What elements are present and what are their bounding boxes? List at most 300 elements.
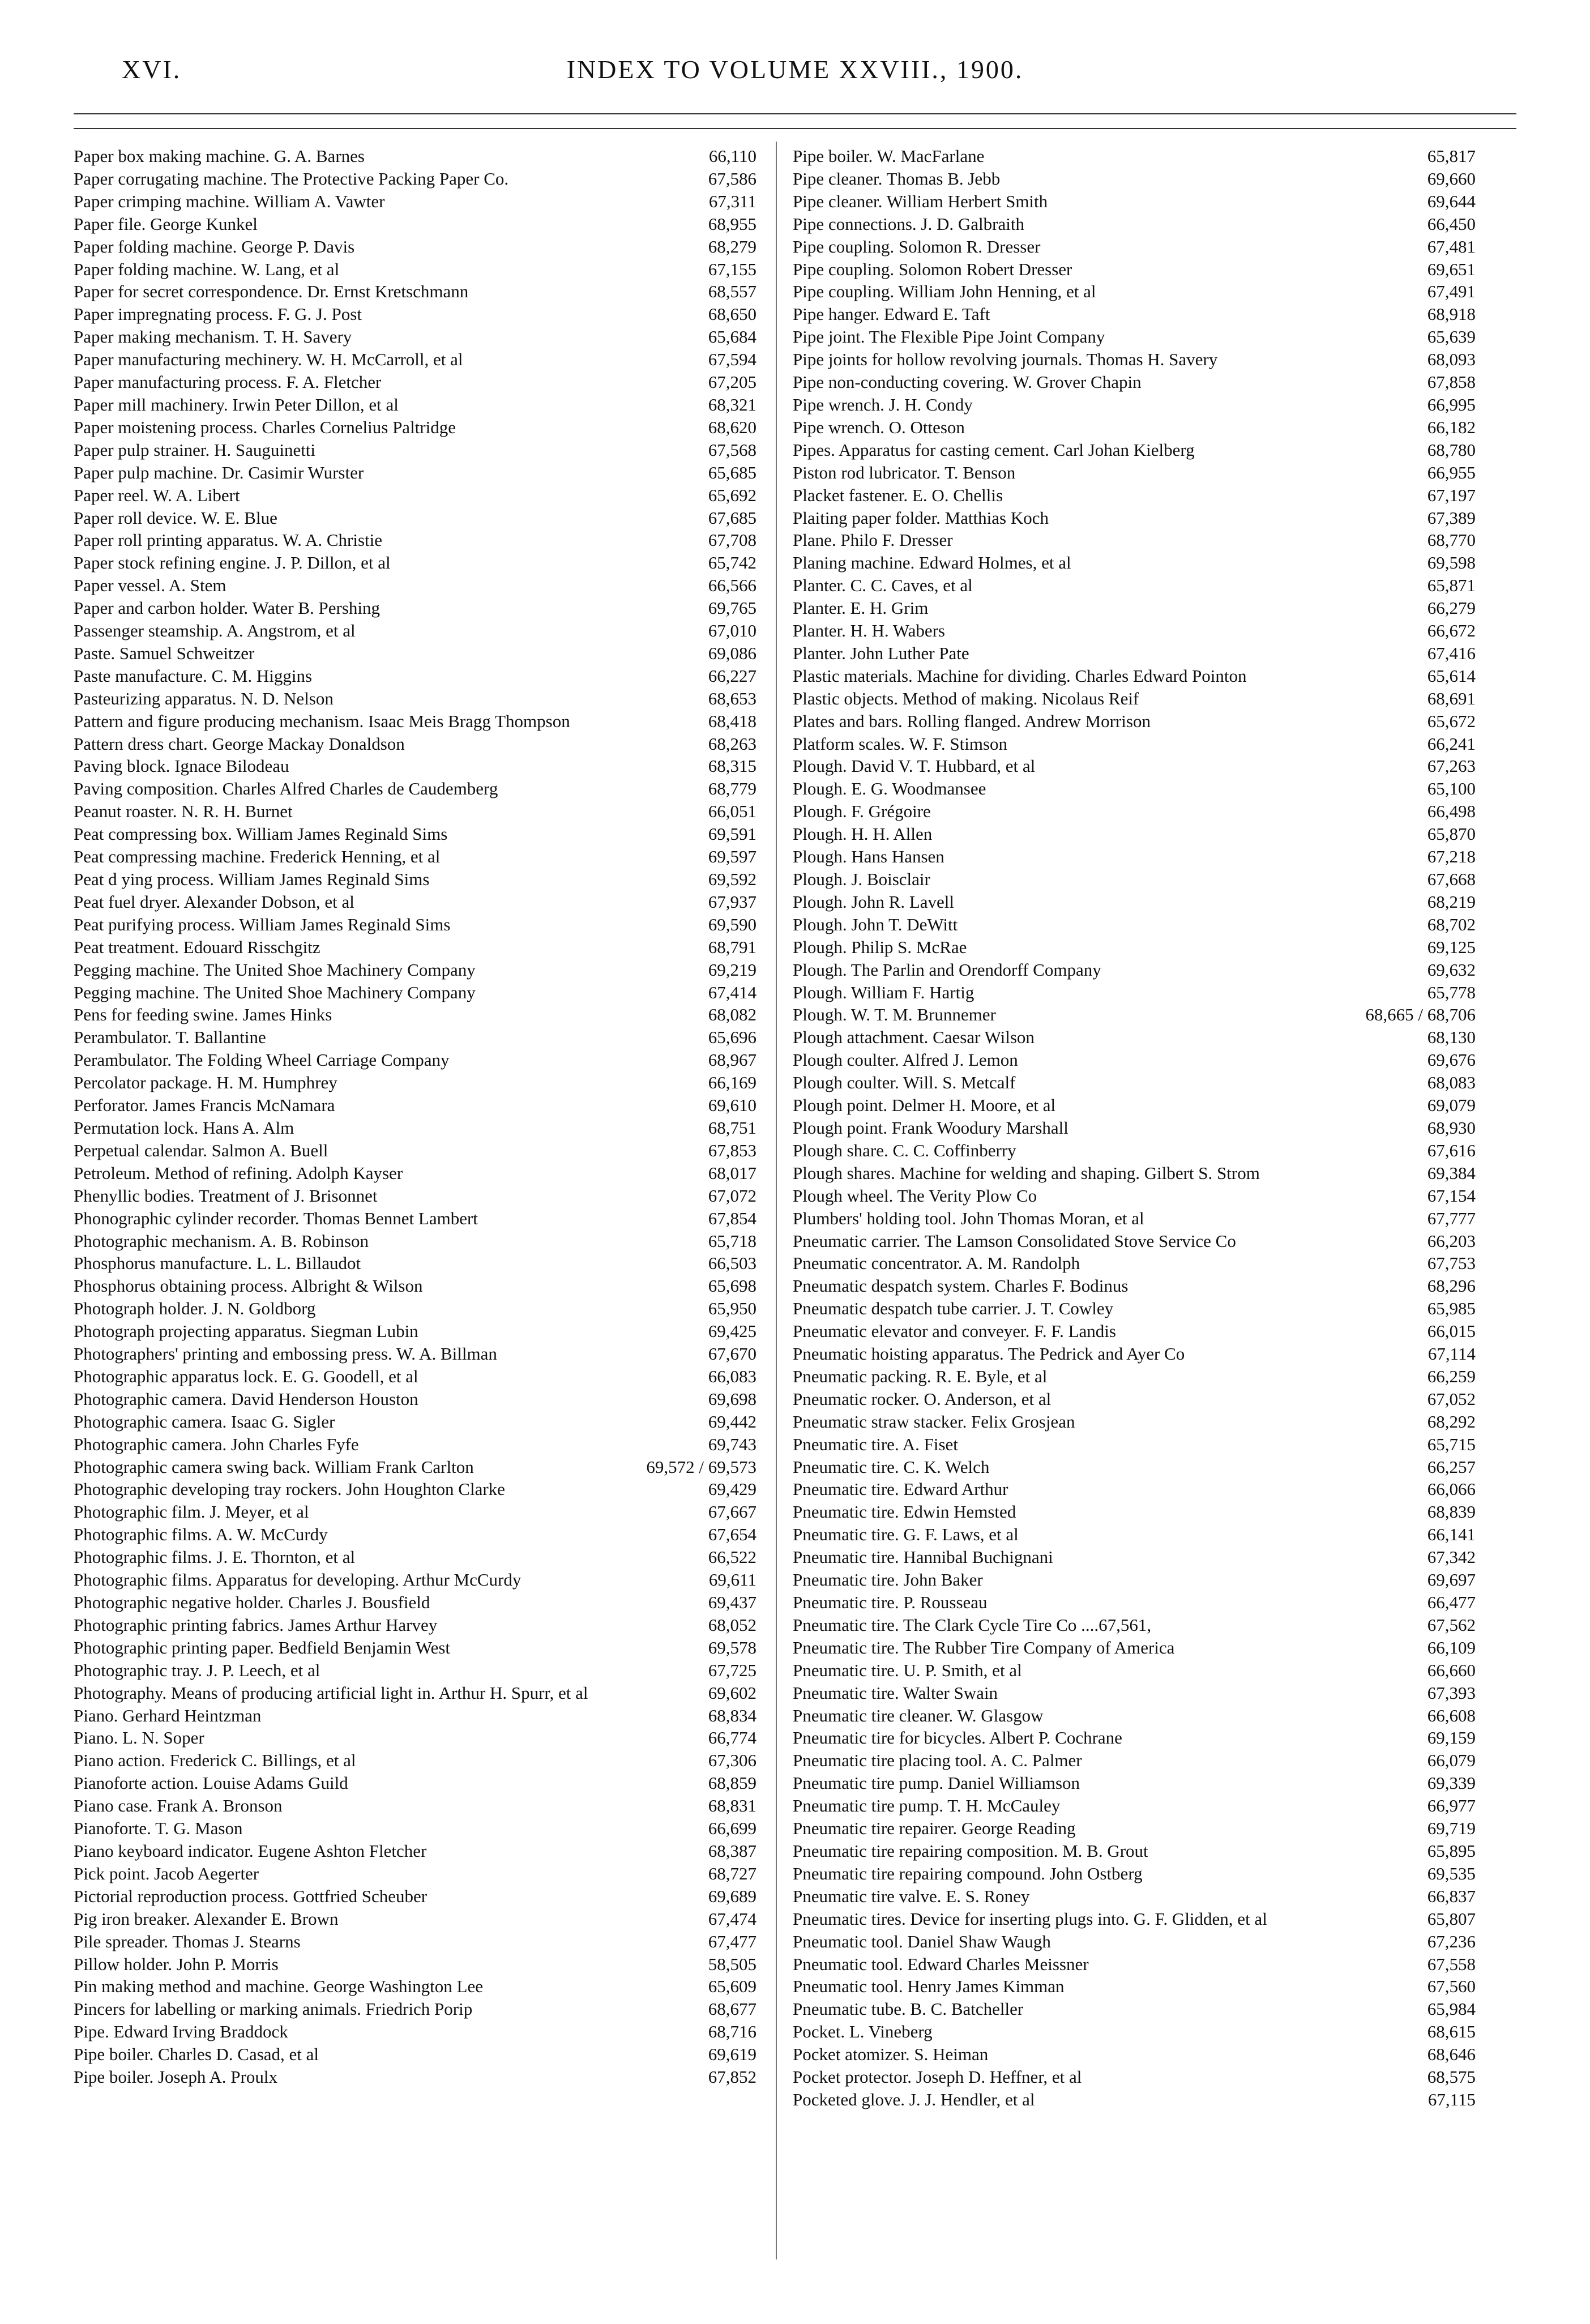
patent-number: 66,660 xyxy=(1427,1660,1476,1680)
entry-text: Planter. C. C. Caves, et al xyxy=(793,575,973,596)
patent-number: 68,387 xyxy=(708,1840,756,1861)
index-entry xyxy=(74,1546,756,1569)
index-entry xyxy=(793,1908,1476,1930)
patent-number: 67,311 xyxy=(708,191,756,211)
patent-number: 69,572 / 69,573 xyxy=(646,1456,756,1477)
index-entry xyxy=(74,507,756,529)
entry-text: Photographic negative holder. Charles J. Bousfield xyxy=(74,1592,430,1612)
index-entry xyxy=(793,236,1476,258)
entry-text: Pipe joints for hollow revolving journals. Thomas H. Savery xyxy=(793,349,1218,370)
patent-number: 68,296 xyxy=(1427,1276,1476,1296)
patent-number: 66,259 xyxy=(1427,1366,1476,1386)
entry-text: Pneumatic tire. Edward Arthur xyxy=(793,1479,1008,1500)
index-entry xyxy=(793,1411,1476,1433)
patent-number: 68,575 xyxy=(1427,2067,1476,2087)
entry-text: Paper box making machine. G. A. Barnes xyxy=(74,146,365,166)
entry-text: Piano. L. N. Soper xyxy=(74,1728,204,1748)
index-entry xyxy=(74,1975,756,1998)
entry-text: Pocket atomizer. S. Heiman xyxy=(793,2044,989,2065)
index-entry xyxy=(74,145,756,168)
index-entry xyxy=(74,303,756,326)
patent-number: 69,425 xyxy=(708,1321,756,1342)
patent-number: 68,967 xyxy=(708,1050,756,1070)
patent-number: 69,384 xyxy=(1427,1163,1476,1183)
patent-number: 69,660 xyxy=(1427,168,1476,189)
entry-text: Phosphorus manufacture. L. L. Billaudot xyxy=(74,1253,361,1274)
entry-text: Plough. H. H. Allen xyxy=(793,824,933,844)
entry-text: Paste. Samuel Schweitzer xyxy=(74,643,255,663)
index-entry xyxy=(74,1682,756,1704)
patent-number: 68,292 xyxy=(1427,1411,1476,1432)
entry-text: Photographic film. J. Meyer, et al xyxy=(74,1502,309,1522)
entry-text: Pincers for labelling or marking animals. Friedrich Porip xyxy=(74,1999,473,2019)
entry-text: Photographic printing fabrics. James Arthur Harvey xyxy=(74,1614,438,1635)
entry-text: Paper pulp strainer. H. Sauguinetti xyxy=(74,439,316,460)
patent-number: 66,699 xyxy=(708,1818,756,1839)
index-entry xyxy=(74,823,756,845)
index-entry xyxy=(74,1659,756,1682)
entry-text: Plough. The Parlin and Orendorff Company xyxy=(793,959,1101,980)
index-entry xyxy=(793,800,1476,823)
index-entry xyxy=(793,1840,1476,1862)
entry-text: Pneumatic tool. Daniel Shaw Waugh xyxy=(793,1931,1051,1951)
index-entry xyxy=(74,326,756,348)
index-entry xyxy=(74,642,756,665)
index-entry xyxy=(793,1885,1476,1908)
index-entry xyxy=(793,1704,1476,1727)
patent-number: 65,718 xyxy=(708,1231,756,1251)
entry-text: Perforator. James Francis McNamara xyxy=(74,1095,335,1116)
index-entry xyxy=(793,1569,1476,1591)
patent-number: 69,743 xyxy=(708,1434,756,1454)
patent-number: 68,677 xyxy=(708,1999,756,2019)
index-entry xyxy=(74,981,756,1004)
patent-number: 69,590 xyxy=(708,914,756,934)
index-entry xyxy=(74,1139,756,1162)
patent-number: 67,010 xyxy=(708,621,756,641)
entry-text: Planter. E. H. Grim xyxy=(793,598,929,618)
index-entry xyxy=(793,1252,1476,1275)
patent-number: 67,491 xyxy=(1427,281,1476,302)
entry-text: Pig iron breaker. Alexander E. Brown xyxy=(74,1908,339,1929)
entry-text: Planter. H. H. Wabers xyxy=(793,621,945,641)
patent-number: 68,955 xyxy=(708,213,756,234)
entry-text: Pneumatic tire. A. Fiset xyxy=(793,1434,958,1454)
patent-number: 69,219 xyxy=(708,959,756,980)
patent-number: 66,477 xyxy=(1427,1592,1476,1612)
index-entry xyxy=(74,755,756,777)
entry-text: Perpetual calendar. Salmon A. Buell xyxy=(74,1140,328,1160)
entry-text: Plough point. Frank Woodury Marshall xyxy=(793,1117,1068,1138)
index-entry xyxy=(793,1795,1476,1817)
entry-text: Pocketed glove. J. J. Hendler, et al xyxy=(793,2089,1035,2109)
patent-number: 69,676 xyxy=(1427,1050,1476,1070)
patent-number: 67,586 xyxy=(708,168,756,189)
index-entry xyxy=(793,371,1476,394)
entry-text: Paper stock refining engine. J. P. Dillon, et al xyxy=(74,553,391,573)
entry-text: Paper manufacturing mechinery. W. H. McCarroll, et al xyxy=(74,349,463,370)
entry-text: Photographic tray. J. P. Leech, et al xyxy=(74,1660,320,1680)
entry-text: Pipe joint. The Flexible Pipe Joint Company xyxy=(793,327,1105,347)
patent-number: 66,995 xyxy=(1427,394,1476,415)
entry-text: Pneumatic elevator and conveyer. F. F. Landis xyxy=(793,1321,1116,1342)
entry-text: Peat treatment. Edouard Risschgitz xyxy=(74,937,320,957)
index-entry xyxy=(74,462,756,484)
index-entry xyxy=(793,258,1476,281)
patent-number: 68,918 xyxy=(1427,304,1476,324)
patent-number: 67,114 xyxy=(1427,1344,1476,1364)
patent-number: 69,578 xyxy=(708,1637,756,1657)
patent-number: 68,093 xyxy=(1427,349,1476,370)
patent-number: 65,742 xyxy=(708,553,756,573)
patent-number: 69,610 xyxy=(708,1095,756,1116)
patent-number: 66,015 xyxy=(1427,1321,1476,1342)
header-rule-bottom xyxy=(74,128,1516,129)
entry-text: Pens for feeding swine. James Hinks xyxy=(74,1005,332,1025)
entry-text: Plough. David V. T. Hubbard, et al xyxy=(793,756,1036,776)
index-entry xyxy=(74,1433,756,1456)
entry-text: Paper file. George Kunkel xyxy=(74,213,258,234)
patent-number: 68,839 xyxy=(1427,1502,1476,1522)
patent-number: 67,562 xyxy=(1427,1614,1476,1635)
index-entry xyxy=(793,1523,1476,1546)
index-entry xyxy=(74,1817,756,1840)
entry-text: Pianoforte action. Louise Adams Guild xyxy=(74,1773,348,1793)
patent-number: 65,696 xyxy=(708,1027,756,1048)
entry-text: Permutation lock. Hans A. Alm xyxy=(74,1117,294,1138)
entry-text: Paving composition. Charles Alfred Charles de Caudemberg xyxy=(74,779,498,799)
entry-text: Pneumatic tool. Henry James Kimman xyxy=(793,1976,1065,1997)
entry-text: Pneumatic tire valve. E. S. Roney xyxy=(793,1886,1030,1906)
index-entry xyxy=(793,439,1476,462)
entry-text: Plough coulter. Will. S. Metcalf xyxy=(793,1073,1016,1093)
entry-text: Photograph holder. J. N. Goldborg xyxy=(74,1298,316,1319)
patent-number: 65,685 xyxy=(708,462,756,482)
entry-text: Plough point. Delmer H. Moore, et al xyxy=(793,1095,1056,1116)
entry-text: Pneumatic tire. The Rubber Tire Company of America xyxy=(793,1637,1175,1657)
patent-number: 68,780 xyxy=(1427,439,1476,460)
index-entry xyxy=(74,1365,756,1388)
entry-text: Pile spreader. Thomas J. Stearns xyxy=(74,1931,301,1951)
index-entry xyxy=(793,1772,1476,1795)
index-entry xyxy=(793,2043,1476,2066)
index-entry xyxy=(74,1840,756,1862)
index-entry xyxy=(793,1094,1476,1117)
index-entry xyxy=(74,868,756,891)
index-entry xyxy=(793,981,1476,1004)
index-entry xyxy=(74,236,756,258)
entry-text: Pegging machine. The United Shoe Machinery Company xyxy=(74,959,476,980)
entry-text: Pipe wrench. O. Otteson xyxy=(793,417,965,437)
index-entry xyxy=(793,1185,1476,1207)
entry-text: Paper for secret correspondence. Dr. Ernst Kretschmann xyxy=(74,281,469,302)
entry-text: Photographic camera swing back. William Frank Carlton xyxy=(74,1456,474,1477)
index-entry xyxy=(74,1094,756,1117)
entry-text: Paper impregnating process. F. G. J. Post xyxy=(74,304,362,324)
entry-text: Paper vessel. A. Stem xyxy=(74,575,226,596)
entry-text: Pick point. Jacob Aegerter xyxy=(74,1863,259,1883)
entry-text: Paper roll printing apparatus. W. A. Christie xyxy=(74,530,383,550)
entry-text: Piano action. Frederick C. Billings, et al xyxy=(74,1750,356,1771)
patent-number: 66,110 xyxy=(708,146,756,166)
patent-number: 66,955 xyxy=(1427,462,1476,482)
index-entry xyxy=(74,348,756,371)
patent-number: 69,442 xyxy=(708,1411,756,1432)
index-entry xyxy=(793,1433,1476,1456)
patent-number: 69,698 xyxy=(708,1389,756,1409)
index-entry xyxy=(793,710,1476,733)
index-entry xyxy=(793,1162,1476,1185)
index-entry xyxy=(793,1862,1476,1885)
index-entry xyxy=(74,439,756,462)
index-entry xyxy=(74,2020,756,2043)
entry-text: Pneumatic despatch tube carrier. J. T. Cowley xyxy=(793,1298,1114,1319)
entry-text: Pneumatic tire for bicycles. Albert P. Cochrane xyxy=(793,1728,1122,1748)
entry-text: Petroleum. Method of refining. Adolph Kayser xyxy=(74,1163,403,1183)
patent-number: 67,218 xyxy=(1427,847,1476,867)
index-entry xyxy=(74,710,756,733)
index-entry xyxy=(74,1049,756,1071)
patent-number: 68,859 xyxy=(708,1773,756,1793)
index-entry xyxy=(74,1749,756,1772)
index-entry xyxy=(74,2066,756,2088)
entry-text: Pneumatic concentrator. A. M. Randolph xyxy=(793,1253,1080,1274)
index-entry xyxy=(793,665,1476,687)
entry-text: Pin making method and machine. George Washington Lee xyxy=(74,1976,483,1997)
index-entry xyxy=(74,913,756,936)
index-entry xyxy=(74,529,756,552)
index-entry xyxy=(74,845,756,868)
entry-text: Pneumatic tool. Edward Charles Meissner xyxy=(793,1954,1089,1974)
entry-text: Pipe cleaner. William Herbert Smith xyxy=(793,191,1048,211)
index-entry xyxy=(74,1320,756,1343)
entry-text: Pasteurizing apparatus. N. D. Nelson xyxy=(74,688,334,708)
index-entry xyxy=(74,1523,756,1546)
entry-text: Pattern dress chart. George Mackay Donaldson xyxy=(74,733,405,754)
entry-text: Pianoforte. T. G. Mason xyxy=(74,1818,243,1839)
index-entry xyxy=(793,484,1476,507)
patent-number: 66,608 xyxy=(1427,1705,1476,1725)
index-entry xyxy=(74,733,756,755)
entry-text: Pneumatic tire. John Baker xyxy=(793,1570,983,1590)
entry-text: Pneumatic tire. U. P. Smith, et al xyxy=(793,1660,1022,1680)
entry-text: Paving block. Ignace Bilodeau xyxy=(74,756,289,776)
patent-number: 65,614 xyxy=(1427,665,1476,686)
entry-text: Pipe connections. J. D. Galbraith xyxy=(793,213,1024,234)
patent-number: 66,450 xyxy=(1427,213,1476,234)
patent-number: 68,691 xyxy=(1427,688,1476,708)
patent-number: 68,082 xyxy=(708,1005,756,1025)
index-entry xyxy=(74,371,756,394)
index-entry xyxy=(74,777,756,800)
entry-text: Passenger steamship. A. Angstrom, et al xyxy=(74,621,356,641)
index-entry xyxy=(793,2020,1476,2043)
index-entry xyxy=(74,1953,756,1976)
entry-text: Plastic materials. Machine for dividing. Charles Edward Pointon xyxy=(793,665,1247,686)
index-entry xyxy=(793,620,1476,642)
patent-number: 69,429 xyxy=(708,1479,756,1500)
patent-number: 68,791 xyxy=(708,937,756,957)
entry-text: Perambulator. T. Ballantine xyxy=(74,1027,266,1048)
patent-number: 65,985 xyxy=(1427,1298,1476,1319)
index-entry xyxy=(793,1953,1476,1976)
index-entry xyxy=(74,168,756,190)
index-entry xyxy=(74,800,756,823)
index-entry xyxy=(74,687,756,710)
entry-text: Platform scales. W. F. Stimson xyxy=(793,733,1008,754)
patent-number: 67,668 xyxy=(1427,869,1476,889)
entry-text: Pneumatic tire. G. F. Laws, et al xyxy=(793,1524,1019,1545)
index-entry xyxy=(793,891,1476,913)
entry-text: Paper making mechanism. T. H. Savery xyxy=(74,327,352,347)
entry-text: Pneumatic tire. Edwin Hemsted xyxy=(793,1502,1016,1522)
patent-number: 66,227 xyxy=(708,665,756,686)
patent-number: 66,083 xyxy=(708,1366,756,1386)
patent-number: 67,263 xyxy=(1427,756,1476,776)
patent-number: 67,306 xyxy=(708,1750,756,1771)
index-entry xyxy=(793,552,1476,574)
entry-text: Plough. John R. Lavell xyxy=(793,891,955,912)
patent-number: 66,241 xyxy=(1427,733,1476,754)
patent-number: 67,858 xyxy=(1427,372,1476,392)
entry-text: Photograph projecting apparatus. Siegman Lubin xyxy=(74,1321,418,1342)
index-entry xyxy=(793,1817,1476,1840)
patent-number: 66,141 xyxy=(1427,1524,1476,1545)
patent-number: 68,279 xyxy=(708,236,756,257)
patent-number: 67,197 xyxy=(1427,485,1476,505)
index-entry xyxy=(74,665,756,687)
index-entry xyxy=(74,394,756,416)
entry-text: Pipe cleaner. Thomas B. Jebb xyxy=(793,168,1001,189)
entry-text: Paper pulp machine. Dr. Casimir Wurster xyxy=(74,462,364,482)
index-entry xyxy=(793,1343,1476,1365)
patent-number: 65,950 xyxy=(708,1298,756,1319)
index-entry xyxy=(74,1908,756,1930)
entry-text: Plastic objects. Method of making. Nicolaus Reif xyxy=(793,688,1139,708)
patent-number: 65,672 xyxy=(1427,711,1476,731)
entry-text: Pneumatic rocker. O. Anderson, et al xyxy=(793,1389,1052,1409)
page-number: XVI. xyxy=(122,55,182,84)
entry-text: Paper mill machinery. Irwin Peter Dillon, et al xyxy=(74,394,399,415)
entry-text: Pillow holder. John P. Morris xyxy=(74,1954,279,1974)
entry-text: Pneumatic tire pump. T. H. McCauley xyxy=(793,1796,1061,1816)
entry-text: Pneumatic tire cleaner. W. Glasgow xyxy=(793,1705,1044,1725)
index-entry xyxy=(793,1478,1476,1501)
index-entry xyxy=(793,959,1476,981)
entry-text: Photographic camera. Isaac G. Sigler xyxy=(74,1411,335,1432)
entry-text: Pneumatic tire. Walter Swain xyxy=(793,1682,998,1703)
patent-number: 66,169 xyxy=(708,1073,756,1093)
index-entry xyxy=(793,1727,1476,1749)
patent-number: 69,619 xyxy=(708,2044,756,2065)
entry-text: Plumbers' holding tool. John Thomas Moran, et al xyxy=(793,1208,1144,1228)
index-entry xyxy=(793,1749,1476,1772)
index-entry xyxy=(793,1297,1476,1320)
entry-text: Pneumatic tire repairing compound. John Ostberg xyxy=(793,1863,1143,1883)
patent-number: 69,591 xyxy=(708,824,756,844)
patent-number: 69,611 xyxy=(708,1570,756,1590)
patent-number: 68,615 xyxy=(1427,2022,1476,2042)
index-entry xyxy=(793,597,1476,620)
entry-text: Pneumatic hoisting apparatus. The Pedrick and Ayer Co xyxy=(793,1344,1185,1364)
index-entry xyxy=(793,303,1476,326)
entry-text: Peat d ying process. William James Reginald Sims xyxy=(74,869,430,889)
index-entry xyxy=(74,1637,756,1659)
patent-number: 68,315 xyxy=(708,756,756,776)
entry-text: Phenyllic bodies. Treatment of J. Brisonnet xyxy=(74,1185,378,1206)
index-column-left xyxy=(74,145,756,2088)
entry-text: Photographers' printing and embossing press. W. A. Billman xyxy=(74,1344,497,1364)
entry-text: Photographic developing tray rockers. John Houghton Clarke xyxy=(74,1479,505,1500)
patent-number: 67,667 xyxy=(708,1502,756,1522)
entry-text: Peanut roaster. N. R. H. Burnet xyxy=(74,801,293,822)
patent-number: 69,651 xyxy=(1427,259,1476,279)
entry-text: Plough coulter. Alfred J. Lemon xyxy=(793,1050,1018,1070)
entry-text: Paper reel. W. A. Libert xyxy=(74,485,240,505)
patent-number: 67,558 xyxy=(1427,1954,1476,1974)
patent-number: 67,393 xyxy=(1427,1682,1476,1703)
index-entry xyxy=(74,1411,756,1433)
patent-number: 69,597 xyxy=(708,847,756,867)
index-entry xyxy=(793,642,1476,665)
index-entry xyxy=(74,213,756,236)
entry-text: Plaiting paper folder. Matthias Koch xyxy=(793,507,1049,528)
patent-number: 68,751 xyxy=(708,1117,756,1138)
index-entry xyxy=(793,936,1476,959)
entry-text: Photographic films. J. E. Thornton, et al xyxy=(74,1547,356,1567)
index-entry xyxy=(793,1546,1476,1569)
entry-text: Plough attachment. Caesar Wilson xyxy=(793,1027,1035,1048)
entry-text: Pneumatic tire pump. Daniel Williamson xyxy=(793,1773,1080,1793)
entry-text: Plough share. C. C. Coffinberry xyxy=(793,1140,1016,1160)
entry-text: Pneumatic packing. R. E. Byle, et al xyxy=(793,1366,1048,1386)
entry-text: Paper and carbon holder. Water B. Pershing xyxy=(74,598,381,618)
entry-text: Pegging machine. The United Shoe Machinery Company xyxy=(74,982,476,1002)
entry-text: Pipes. Apparatus for casting cement. Carl Johan Kielberg xyxy=(793,439,1195,460)
index-entry xyxy=(793,1388,1476,1411)
index-entry xyxy=(74,1591,756,1614)
patent-number: 68,650 xyxy=(708,304,756,324)
entry-text: Peat purifying process. William James Reginald Sims xyxy=(74,914,451,934)
entry-text: Plough. J. Boisclair xyxy=(793,869,930,889)
entry-text: Photographic camera. John Charles Fyfe xyxy=(74,1434,359,1454)
entry-text: Planing machine. Edward Holmes, et al xyxy=(793,553,1071,573)
index-entry xyxy=(74,1501,756,1523)
entry-text: Phosphorus obtaining process. Albright & Wilson xyxy=(74,1276,423,1296)
patent-number: 67,853 xyxy=(708,1140,756,1160)
index-entry xyxy=(74,1230,756,1253)
index-entry xyxy=(74,1885,756,1908)
patent-number: 65,715 xyxy=(1427,1434,1476,1454)
patent-number: 69,339 xyxy=(1427,1773,1476,1793)
patent-number: 68,702 xyxy=(1427,914,1476,934)
index-entry xyxy=(74,1569,756,1591)
patent-number: 69,592 xyxy=(708,869,756,889)
patent-number: 65,871 xyxy=(1427,575,1476,596)
index-entry xyxy=(793,394,1476,416)
index-entry xyxy=(793,1117,1476,1139)
patent-number: 66,257 xyxy=(1427,1456,1476,1477)
index-entry xyxy=(793,145,1476,168)
entry-text: Paper folding machine. W. Lang, et al xyxy=(74,259,340,279)
entry-text: Piano case. Frank A. Bronson xyxy=(74,1796,283,1816)
index-entry xyxy=(74,1614,756,1637)
index-entry xyxy=(74,936,756,959)
patent-number: 65,684 xyxy=(708,327,756,347)
patent-number: 68,646 xyxy=(1427,2044,1476,2065)
index-entry xyxy=(793,2066,1476,2088)
patent-number: 66,977 xyxy=(1427,1796,1476,1816)
